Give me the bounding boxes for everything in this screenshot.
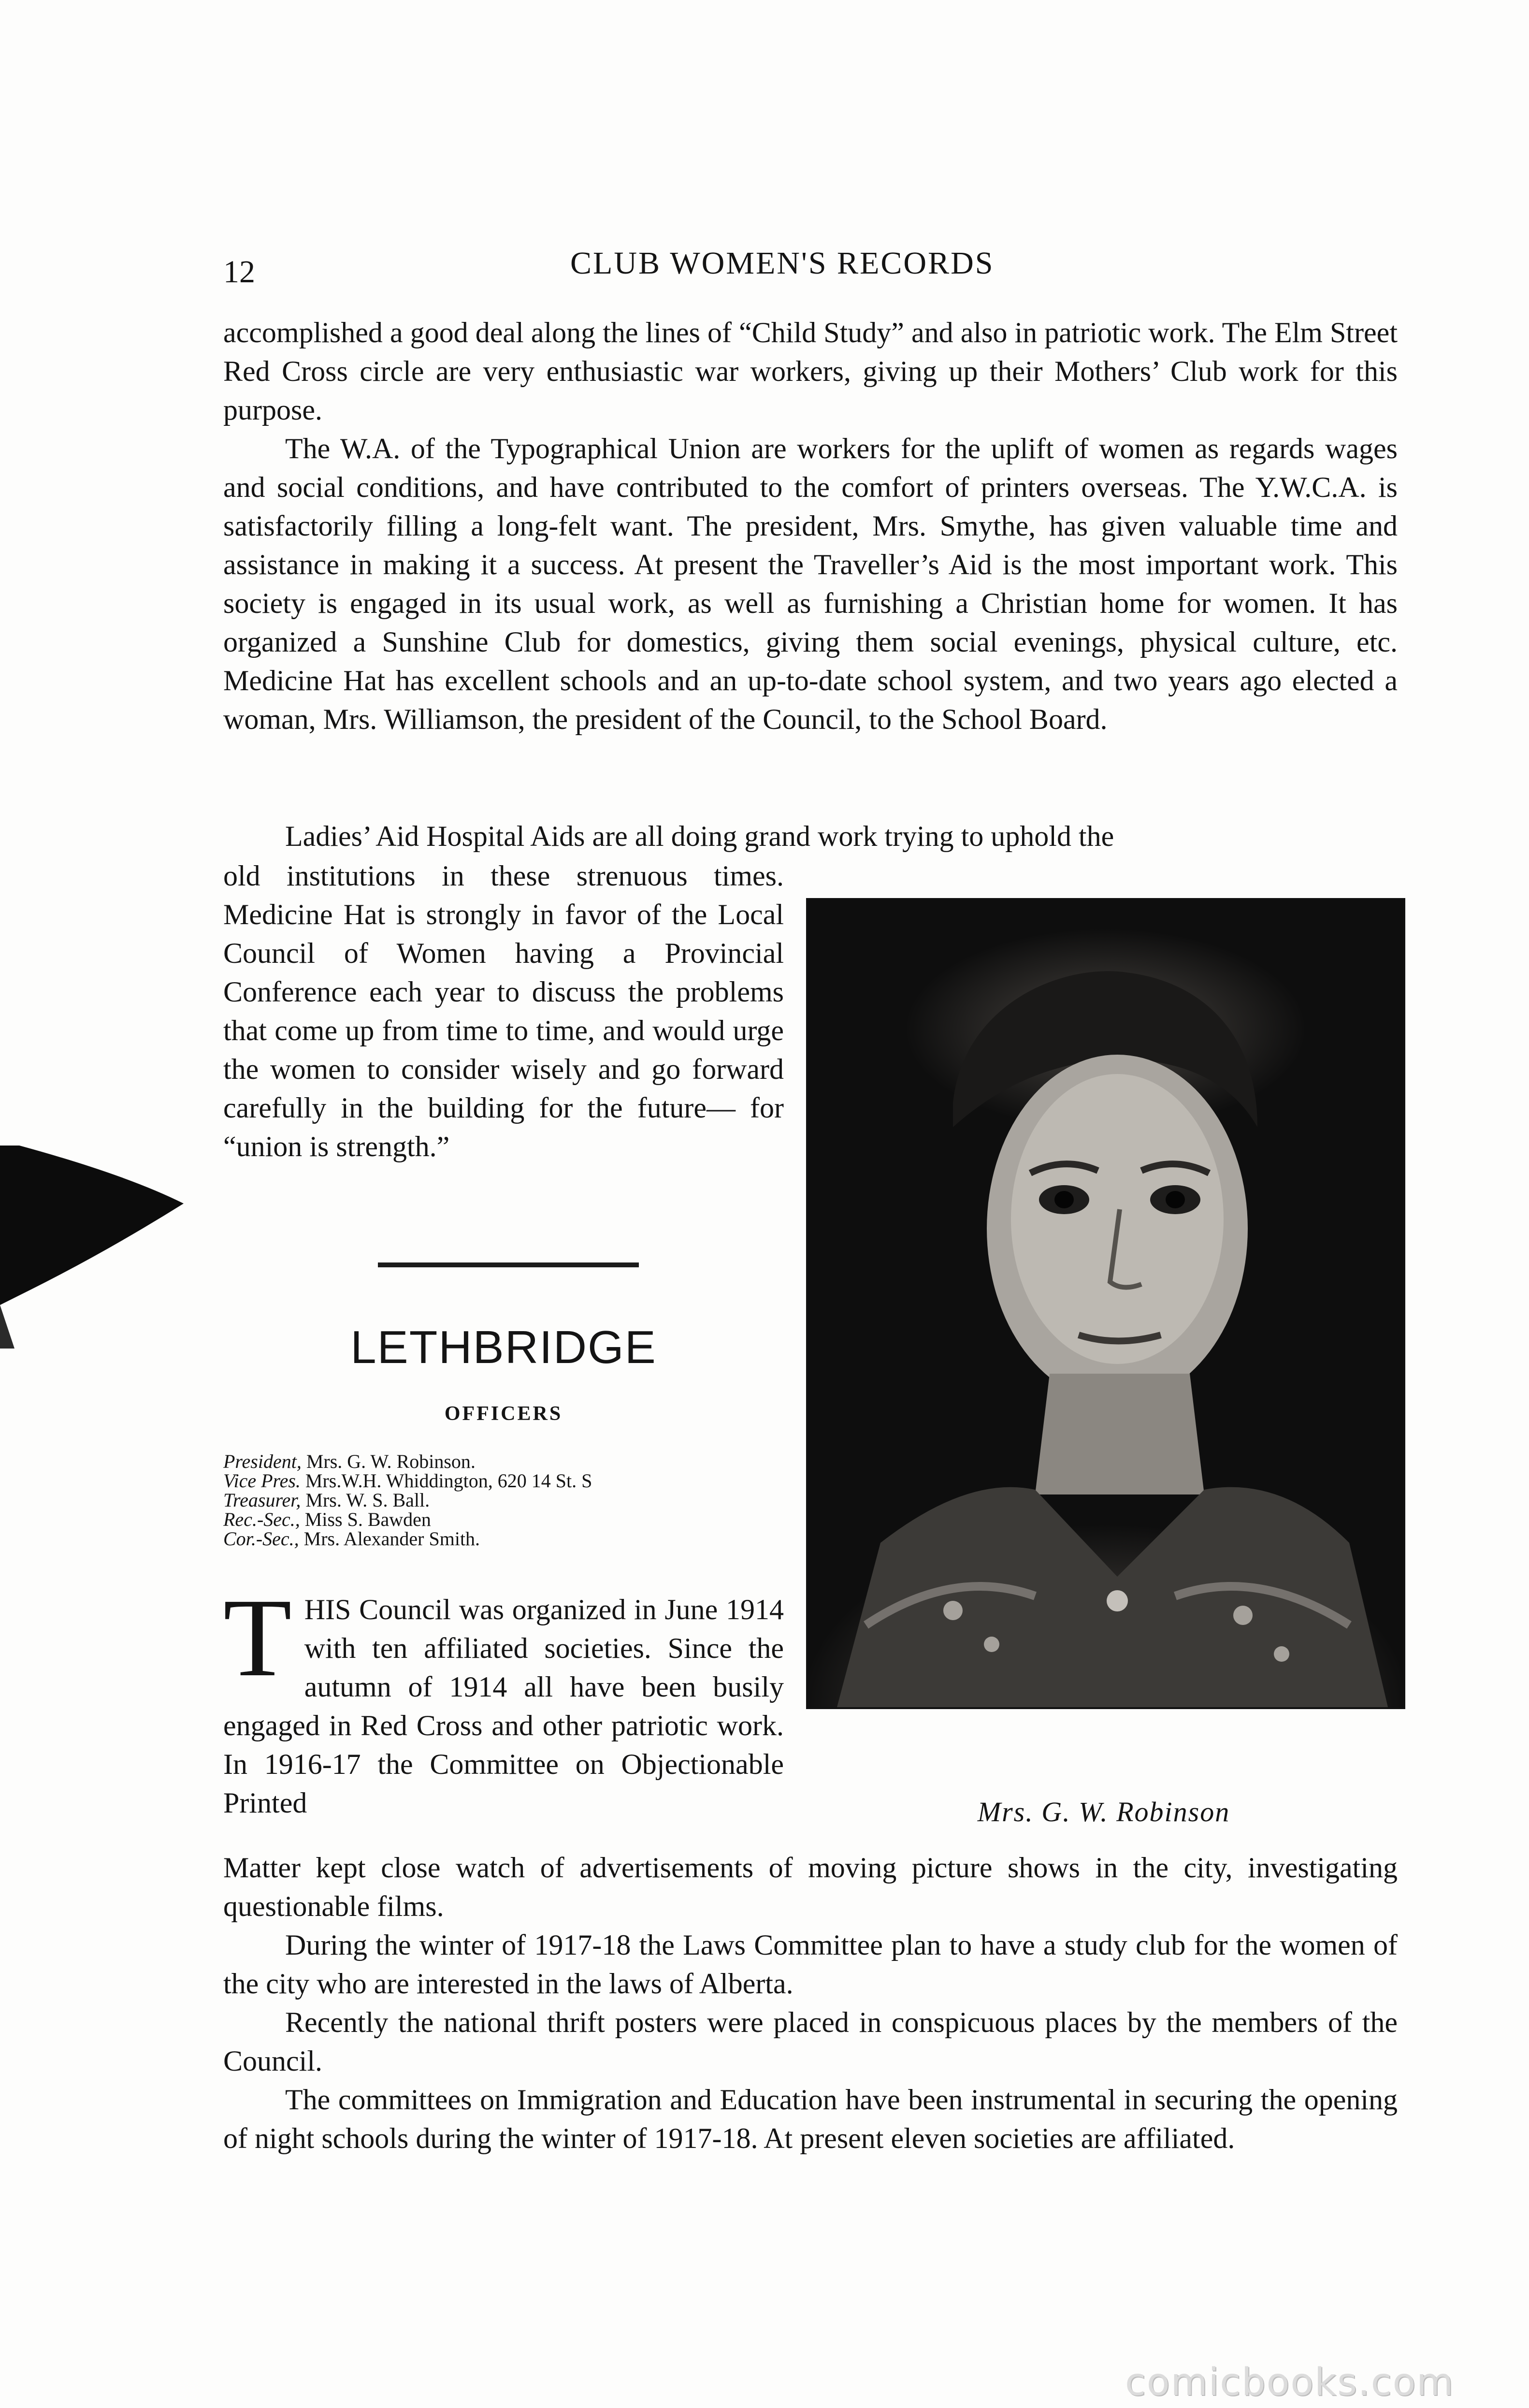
officer-role: Rec.-Sec., [223, 1509, 300, 1530]
paragraph-ladies-aid-continued: old institutions in these strenuous times. Medicine Hat is strongly in favor of the Local Council of Women having a Provincial Conference each year to discuss the problems that come up from time to time, and would urge the women to consider wisely and go forward carefully in the building for the future— for “union is strength.” [223, 860, 784, 1162]
scan-shadow-blot [0, 1146, 184, 1349]
officer-role: Vice Pres. [223, 1470, 301, 1492]
paragraph-council-organized-text: HIS Council was organized in June 1914 with ten affiliated societies. Since the autumn of 1914 all have been busily engaged in Red Cross and other patriotic work. In 1916-17 the Committee on Objectionable Printed [223, 1594, 784, 1819]
running-head: CLUB WOMEN'S RECORDS [570, 246, 995, 281]
paragraph-child-study: accomplished a good deal along the lines of “Child Study” and also in patriotic work. The Elm Street Red Cross circle are very enthusiastic war workers, giving up their Mothers’ Club work for this purpose. [223, 317, 1398, 426]
officer-row [223, 1510, 803, 1529]
officer-name: Miss S. Bawden [304, 1509, 431, 1530]
portrait-photo [806, 898, 1405, 1709]
officers-list [223, 1452, 803, 1549]
officer-role: President, [223, 1451, 302, 1472]
officer-row [223, 1452, 803, 1471]
officer-name: Mrs. G. W. Robinson. [306, 1451, 476, 1472]
paragraph-laws-committee: During the winter of 1917-18 the Laws Committee plan to have a study club for the women of the city who are interested in the laws of Alberta. [223, 1929, 1398, 2000]
paragraph-council-organized [223, 1576, 784, 1822]
officer-row [223, 1491, 803, 1510]
section-title-lethbridge: LETHBRIDGE [350, 1321, 657, 1373]
officer-role: Cor.-Sec., [223, 1528, 299, 1550]
portrait-illustration [808, 900, 1403, 1707]
officers-heading: OFFICERS [444, 1403, 563, 1425]
paragraph-typographical-union: The W.A. of the Typographical Union are workers for the uplift of women as regards wages and social conditions, and have contributed to the comfort of printers overseas. The Y.W.C.A. is satisfactorily filling a long-felt want. The president, Mrs. Smythe, has given valuable time and assistance in making it a success. At present the Traveller’s Aid is the most important work. This society is engaged in its usual work, as well as furnishing a Christian home for women. It has organized a Sunshine Club for domestics, giving them social evenings, physical culture, etc. Medicine Hat has excellent schools and an up-to-date school system, and two years ago elected a woman, Mrs. Williamson, the president of the Council, to the School Board. [223, 433, 1398, 735]
watermark: comicbooks.com [1125, 2361, 1455, 2404]
officer-role: Treasurer, [223, 1489, 301, 1511]
paragraph-printed-matter: Matter kept close watch of advertisements of moving picture shows in the city, investigating questionable films. [223, 1852, 1398, 1922]
officer-name: Mrs. W. S. Ball. [305, 1489, 430, 1511]
officer-name: Mrs.W.H. Whiddington, 620 14 St. S [305, 1470, 592, 1492]
officer-row [223, 1529, 803, 1549]
portrait-caption: Mrs. G. W. Robinson [977, 1796, 1230, 1828]
paragraph-night-schools: The committees on Immigration and Education have been instrumental in securing the opening of night schools during the winter of 1917-18. At present eleven societies are affiliated. [223, 2084, 1398, 2154]
paragraph-thrift-posters: Recently the national thrift posters were placed in conspicuous places by the members of the Council. [223, 2006, 1398, 2077]
officer-name: Mrs. Alexander Smith. [303, 1528, 480, 1550]
page-number: 12 [223, 254, 255, 290]
drop-cap: T [223, 1576, 292, 1700]
section-divider [378, 1262, 639, 1267]
officer-row [223, 1471, 803, 1491]
paragraph-ladies-aid-first-line: Ladies’ Aid Hospital Aids are all doing grand work trying to uphold the [285, 820, 1114, 852]
